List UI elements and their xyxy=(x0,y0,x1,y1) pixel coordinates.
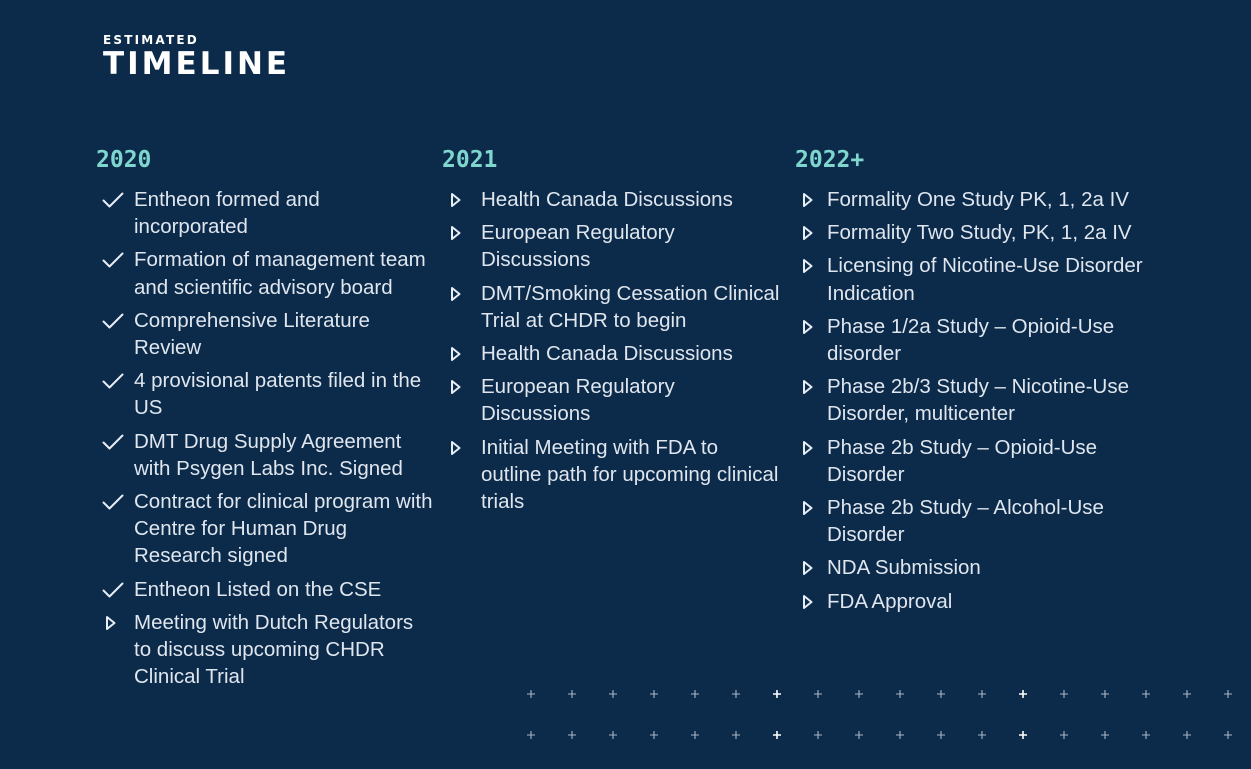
milestone-text: 4 provisional patents filed in the US xyxy=(134,369,422,420)
plus-mark xyxy=(814,731,822,739)
milestone-text: Phase 2b Study – Opioid-Use Disorder xyxy=(827,435,1098,486)
plus-mark xyxy=(896,690,904,698)
milestone-text: Licensing of Nicotine-Use Disorder Indication xyxy=(827,254,1143,305)
plus-mark xyxy=(732,731,740,739)
page-title: TIMELINE xyxy=(103,46,291,82)
plus-mark xyxy=(609,690,617,698)
plus-mark xyxy=(1183,690,1191,698)
plus-mark xyxy=(1224,690,1232,698)
plus-mark xyxy=(855,731,863,739)
milestone-text: Entheon Listed on the CSE xyxy=(134,577,382,601)
plus-mark xyxy=(1060,690,1068,698)
milestone-text: Formation of management team and scientific advisory board xyxy=(134,248,426,299)
milestone-text: Health Canada Discussions xyxy=(481,188,733,211)
milestone-text: FDA Approval xyxy=(827,589,953,613)
plus-mark xyxy=(937,690,945,698)
year-heading: 2022+ xyxy=(795,147,865,173)
plus-mark xyxy=(568,731,576,739)
plus-mark xyxy=(978,731,986,739)
milestone-text: Initial Meeting with FDA to outline path for upcoming clinical trials xyxy=(481,435,779,514)
milestone-text: Meeting with Dutch Regulators to discuss upcoming CHDR Clinical Trial xyxy=(134,610,414,689)
plus-mark xyxy=(1224,731,1232,739)
plus-mark xyxy=(527,731,535,739)
milestone-text: European Regulatory Discussions xyxy=(481,375,675,426)
milestone-text: Entheon formed and incorporated xyxy=(134,188,320,239)
plus-mark xyxy=(896,731,904,739)
plus-mark xyxy=(814,690,822,698)
plus-mark xyxy=(1142,731,1150,739)
plus-mark xyxy=(650,731,658,739)
plus-mark xyxy=(773,690,781,698)
plus-mark xyxy=(732,690,740,698)
plus-mark xyxy=(527,690,535,698)
plus-mark xyxy=(568,690,576,698)
milestone-text: European Regulatory Discussions xyxy=(481,221,675,272)
milestone-text: Phase 2b/3 Study – Nicotine-Use Disorder, multicenter xyxy=(827,375,1129,426)
plus-mark xyxy=(1183,731,1191,739)
milestone-text: DMT Drug Supply Agreement with Psygen Labs Inc. Signed xyxy=(134,429,403,480)
year-heading: 2021 xyxy=(442,147,498,173)
milestone-text: Formality One Study PK, 1, 2a IV xyxy=(827,188,1129,211)
plus-mark xyxy=(855,690,863,698)
plus-mark xyxy=(650,690,658,698)
plus-mark xyxy=(691,690,699,698)
plus-mark xyxy=(1142,690,1150,698)
plus-mark xyxy=(1101,690,1109,698)
plus-mark xyxy=(978,690,986,698)
milestone-text: Health Canada Discussions xyxy=(481,342,733,366)
plus-mark xyxy=(937,731,945,739)
year-heading: 2020 xyxy=(96,147,152,173)
plus-mark xyxy=(691,731,699,739)
milestone-text: NDA Submission xyxy=(827,556,981,580)
milestone-text: Contract for clinical program with Centre for Human Drug Research signed xyxy=(134,490,433,568)
milestone-text: Phase 1/2a Study – Opioid-Use disorder xyxy=(827,314,1115,366)
page-subtitle: ESTIMATED xyxy=(103,33,199,47)
milestone-text: Comprehensive Literature Review xyxy=(134,308,370,360)
plus-mark xyxy=(609,731,617,739)
milestone-text: Formality Two Study, PK, 1, 2a IV xyxy=(827,221,1132,245)
plus-mark xyxy=(1101,731,1109,739)
plus-mark xyxy=(1019,690,1027,698)
plus-mark xyxy=(773,731,781,739)
milestone-text: Phase 2b Study – Alcohol-Use Disorder xyxy=(827,496,1104,547)
plus-mark xyxy=(1060,731,1068,739)
milestone-text: DMT/Smoking Cessation Clinical Trial at CHDR to begin xyxy=(481,281,780,332)
plus-mark xyxy=(1019,731,1027,739)
